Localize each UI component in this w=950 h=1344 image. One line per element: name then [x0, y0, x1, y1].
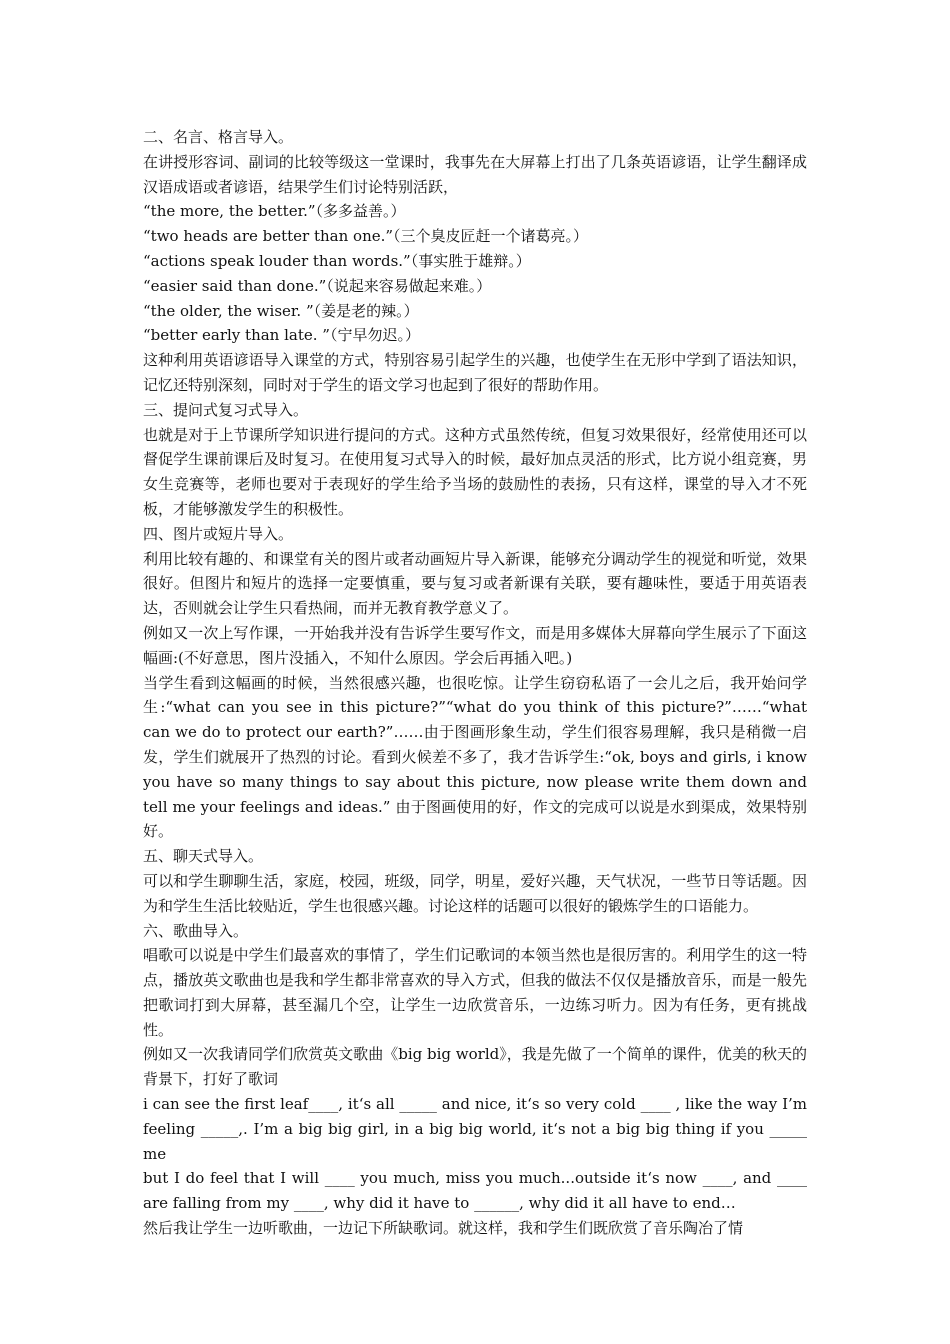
proverb-line: “actions speak louder than words.”（事实胜于雄辩。）	[143, 251, 531, 270]
body-paragraph: 当学生看到这幅画的时候，当然很感兴趣，也很吃惊。让学生窃窃私语了一会儿之后，我开始问学生:“what can you see in this picture?”“what do you think of this picture?”……“what can we do to protect our earth?”……由于图画形象生动，学生们很容易理解，我只是稍微一启发，学生们就展开了热烈的讨论。看到火候差不多了，我才告诉学生:“ok, boys and girls, i know you have so many things to say about this picture, now please write them down and tell me your feelings and ideas.” 由于图画使用的好，作文的完成可以说是水到渠成，效果特别好。	[143, 673, 807, 841]
section-heading-chat: 五、聊天式导入。	[143, 847, 264, 866]
lyrics-paragraph: i can see the first leaf____, it‘s all _____ and nice, it‘s so very cold ____ , like the way I’m feeling _____,. I’m a big big girl, in a big big world, it‘s not a big big thing if you _____ me	[143, 1095, 807, 1163]
section-heading-quotes: 二、名言、格言导入。	[143, 128, 294, 146]
proverb-line: “the more, the better.”（多多益善。）	[143, 202, 406, 221]
body-paragraph: 可以和学生聊聊生活，家庭，校园，班级，同学，明星，爱好兴趣，天气状况，一些节日等话题。因为和学生生活比较贴近，学生也很感兴趣。讨论这样的话题可以很好的锻炼学生的口语能力。	[143, 871, 807, 915]
body-paragraph: 在讲授形容词、副词的比较等级这一堂课时，我事先在大屏幕上打出了几条英语谚语，让学生翻译成汉语成语或者谚语，结果学生们讨论特别活跃，	[143, 152, 807, 196]
body-paragraph: 例如又一次上写作课，一开始我并没有告诉学生要写作文，而是用多媒体大屏幕向学生展示了下面这幅画:(不好意思，图片没插入，不知什么原因。学会后再插入吧。)	[143, 623, 807, 667]
lyrics-paragraph: but I do feel that I will ____ you much, miss you much...outside it‘s now ____, and ____ are falling from my ____, why did it have to ______, why did it all have to end…	[143, 1169, 807, 1213]
proverb-line: “two heads are better than one.”（三个臭皮匠赶一个诸葛亮。）	[143, 227, 589, 246]
body-paragraph: 例如又一次我请同学们欣赏英文歌曲《big big world》，我是先做了一个简单的课件，优美的秋天的背景下，打好了歌词	[143, 1045, 807, 1089]
proverb-line: “the older, the wiser. ”（姜是老的辣。）	[143, 301, 419, 320]
body-paragraph: 然后我让学生一边听歌曲，一边记下所缺歌词。就这样，我和学生们既欣赏了音乐陶冶了情	[143, 1219, 744, 1238]
body-paragraph: 利用比较有趣的、和课堂有关的图片或者动画短片导入新课，能够充分调动学生的视觉和听觉，效果很好。但图片和短片的选择一定要慎重，要与复习或者新课有关联，要有趣味性，要适于用英语表达，否则就会让学生只看热闹，而并无教育教学意义了。	[143, 549, 807, 618]
body-paragraph: 这种利用英语谚语导入课堂的方式，特别容易引起学生的兴趣，也使学生在无形中学到了语法知识，记忆还特别深刻，同时对于学生的语文学习也起到了很好的帮助作用。	[143, 351, 807, 394]
body-paragraph: 也就是对于上节课所学知识进行提问的方式。这种方式虽然传统，但复习效果很好，经常使用还可以督促学生课前课后及时复习。在使用复习式导入的时候，最好加点灵活的形式，比方说小组竞赛，男女生竞赛等，老师也要对于表现好的学生给予当场的鼓励性的表扬，只有这样，课堂的导入才不死板，才能够激发学生的积极性。	[143, 425, 807, 518]
section-heading-review: 三、提问式复习式导入。	[143, 400, 309, 419]
document-page	[143, 125, 807, 1241]
section-heading-pictures: 四、图片或短片导入。	[143, 524, 294, 543]
body-paragraph: 唱歌可以说是中学生们最喜欢的事情了，学生们记歌词的本领当然也是很厉害的。利用学生的这一特点，播放英文歌曲也是我和学生都非常喜欢的导入方式，但我的做法不仅仅是播放音乐，而是一般先把歌词打到大屏幕，甚至漏几个空，让学生一边欣赏音乐，一边练习听力。因为有任务，更有挑战性。	[143, 946, 807, 1039]
proverb-line: “better early than late. ”（宁早勿迟。）	[143, 326, 420, 345]
section-heading-songs: 六、歌曲导入。	[143, 921, 249, 940]
proverb-line: “easier said than done.”（说起来容易做起来难。）	[143, 276, 492, 295]
